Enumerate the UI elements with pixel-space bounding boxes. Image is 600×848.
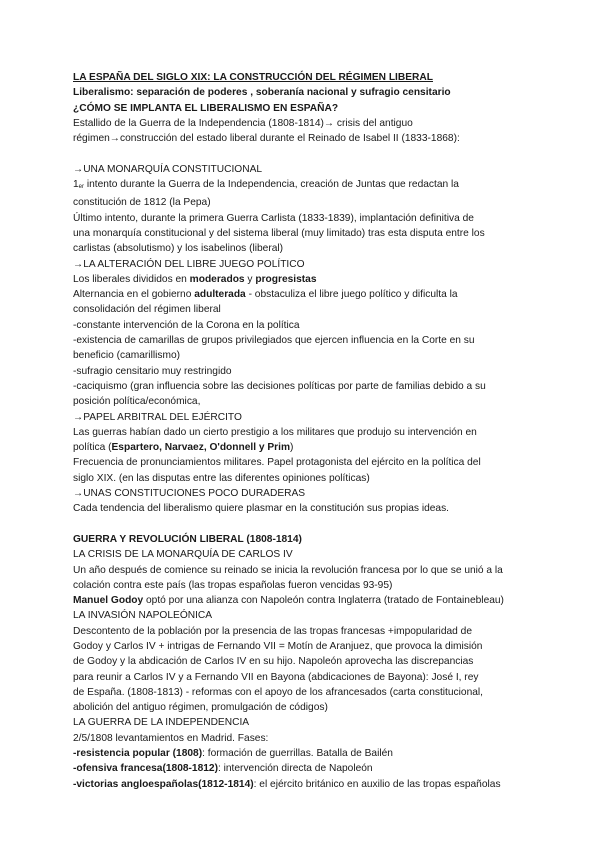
spacer — [73, 146, 553, 161]
text: y — [244, 273, 256, 285]
phase-line — [73, 746, 553, 761]
document-subtitle: Liberalismo: separación de poderes , soberanía nacional y sufragio censitario — [73, 87, 451, 99]
paragraph-line — [73, 440, 553, 455]
section-heading: →PAPEL ARBITRAL DEL EJÉRCITO — [73, 411, 242, 423]
bold-text: -ofensiva francesa(1808-1812) — [73, 763, 218, 775]
text: política ( — [73, 442, 112, 454]
paragraph-line: posición política/económica, — [73, 396, 201, 408]
paragraph-line: abolición del antiguo régimen, promulgación de códigos) — [73, 702, 328, 714]
paragraph-line: de España. (1808-1813) - reformas con el apoyo de los afrancesados (carta constitucional, — [73, 686, 483, 698]
text: - obstaculiza el libre juego político y dificulta la — [245, 289, 458, 301]
document-page — [73, 70, 553, 792]
paragraph-line — [73, 272, 553, 287]
section-heading: →UNA MONARQUÍA CONSTITUCIONAL — [73, 163, 263, 175]
bold-text: -victorias angloespañolas(1812-1814) — [73, 778, 254, 790]
paragraph-line: para reunir a Carlos IV y a Fernando VII en Bayona (abdicaciones de Bayona): José I, rey — [73, 671, 479, 683]
paragraph-line: -existencia de camarillas de grupos privilegiados que ejercen influencia en la Corte en su — [73, 335, 475, 347]
paragraph-line: Cada tendencia del liberalismo quiere plasmar en la constitución sus propias ideas. — [73, 503, 450, 515]
text: ) — [290, 442, 294, 454]
subsection-heading: LA INVASIÓN NAPOLEÓNICA — [73, 610, 213, 622]
text: 1 — [73, 179, 79, 191]
paragraph-line — [73, 287, 553, 302]
paragraph-line — [73, 593, 553, 608]
paragraph-line: -sufragio censitario muy restringido — [73, 365, 232, 377]
bold-text: Espartero, Narvaez, O'donnell y Prim — [111, 442, 291, 454]
ordinal-suffix: er — [78, 184, 85, 191]
paragraph-line: consolidación del régimen liberal — [73, 304, 221, 316]
phase-line — [73, 777, 553, 792]
bold-text: Manuel Godoy — [73, 595, 144, 607]
document-question: ¿CÓMO SE IMPLANTA EL LIBERALISMO EN ESPAÑA? — [73, 102, 339, 114]
document-title: LA ESPAÑA DEL SIGLO XIX: LA CONSTRUCCIÓN DEL RÉGIMEN LIBERAL — [73, 72, 433, 83]
subsection-heading: LA GUERRA DE LA INDEPENDENCIA — [73, 717, 250, 729]
text: Los liberales divididos en — [73, 273, 190, 285]
paragraph-line: de Godoy y la abdicación de Carlos IV en su hijo. Napoleón aprovecha las discrepancias — [73, 656, 474, 668]
paragraph-line: constitución de 1812 (la Pepa) — [73, 197, 211, 209]
paragraph-line: Último intento, durante la primera Guerra Carlista (1833-1839), implantación definitiva de — [73, 212, 474, 224]
section-heading: →LA ALTERACIÓN DEL LIBRE JUEGO POLÍTICO — [73, 258, 305, 270]
text: intento durante la Guerra de la Independencia, creación de Juntas que redactan la — [84, 179, 459, 191]
intro-line: Estallido de la Guerra de la Independencia (1808-1814)→ crisis del antiguo — [73, 117, 413, 129]
paragraph-line: Frecuencia de pronunciamientos militares. Papel protagonista del ejército en la política del — [73, 457, 481, 469]
paragraph-line: Un año después de comience su reinado se inicia la revolución francesa por lo que se unió a la — [73, 564, 503, 576]
paragraph-line — [73, 177, 553, 195]
bold-text: moderados — [189, 273, 245, 285]
paragraph-line: siglo XIX. (en las disputas entre las diferentes opiniones políticas) — [73, 472, 370, 484]
text: Alternancia en el gobierno — [73, 289, 195, 301]
bold-text: -resistencia popular (1808) — [73, 748, 203, 760]
spacer — [73, 517, 553, 532]
paragraph-line: carlistas (absolutismo) y los isabelinos (liberal) — [73, 243, 284, 255]
text: : el ejército británico en auxilio de las tropas españolas — [253, 778, 501, 790]
paragraph-line: Las guerras habían dado un cierto prestigio a los militares que produjo su intervención en — [73, 426, 477, 438]
text: : intervención directa de Napoleón — [217, 763, 373, 775]
bold-text: adulterada — [194, 289, 246, 301]
paragraph-line: 2/5/1808 levantamientos en Madrid. Fases: — [73, 732, 269, 744]
paragraph-line: Descontento de la población por la presencia de las tropas francesas +impopularidad de — [73, 625, 472, 637]
intro-line: régimen→construcción del estado liberal durante el Reinado de Isabel II (1833-1868): — [73, 133, 460, 145]
paragraph-line: una monarquía constitucional y del sistema liberal (muy limitado) tras esta disputa entre los — [73, 227, 485, 239]
paragraph-line: Godoy y Carlos IV + intrigas de Fernando VII = Motín de Aranjuez, que provoca la dimisión — [73, 640, 483, 652]
text: : formación de guerrillas. Batalla de Bailén — [202, 748, 393, 760]
text: optó por una alianza con Napoleón contra Inglaterra (tratado de Fontainebleau) — [143, 595, 504, 607]
paragraph-line: beneficio (camarillismo) — [73, 350, 180, 362]
paragraph-line: -caciquismo (gran influencia sobre las decisiones políticas por parte de familias debido a su — [73, 380, 486, 392]
bold-text: progresistas — [255, 273, 317, 285]
paragraph-line: colación contra este país (las tropas españolas fueron vencidas 93-95) — [73, 579, 393, 591]
paragraph-line: -constante intervención de la Corona en la política — [73, 319, 300, 331]
war-title: GUERRA Y REVOLUCIÓN LIBERAL (1808-1814) — [73, 533, 302, 545]
section-heading: →UNAS CONSTITUCIONES POCO DURADERAS — [73, 488, 306, 500]
phase-line — [73, 761, 553, 776]
subsection-heading: LA CRISIS DE LA MONARQUÍA DE CARLOS IV — [73, 549, 293, 561]
